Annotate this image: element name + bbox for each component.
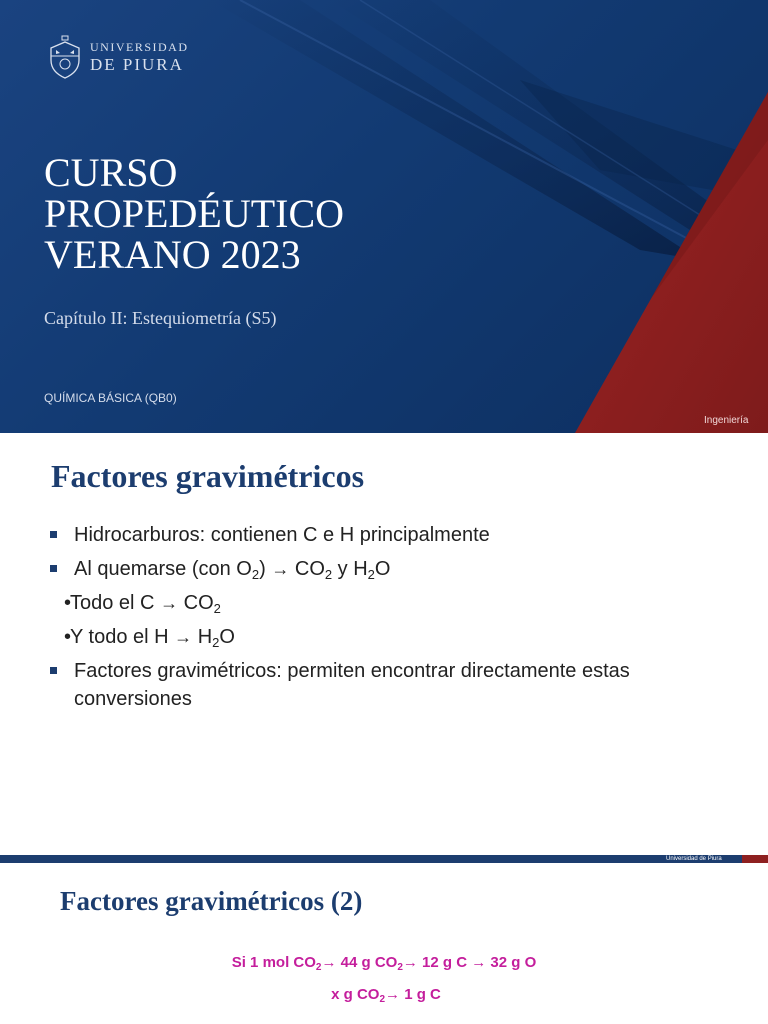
subscript: 2 — [324, 567, 333, 582]
arrow-right-icon: → — [174, 627, 193, 647]
subscript: 2 — [251, 567, 260, 582]
slide-title: Factores gravimétricos — [51, 458, 365, 494]
cover-title-line: VERANO 2023 — [44, 232, 301, 277]
cover-title-line: PROPEDÉUTICO — [44, 191, 345, 236]
subscript: 2 — [213, 601, 221, 616]
equation-text: x g CO — [331, 986, 380, 1003]
sub-bullet-item — [48, 623, 714, 651]
logo-line2: DE PIURA — [90, 55, 184, 74]
subscript: 2 — [315, 962, 322, 973]
equation-line — [2, 986, 768, 1003]
equation-text: → 44 g CO — [321, 954, 398, 971]
bullet-text: Factores gravimétricos: permiten encontrar directamente estas conversiones — [74, 660, 630, 710]
equation-text: → 12 g C → 32 g O — [402, 954, 537, 971]
cover-slide — [0, 0, 768, 433]
sub-bullet-item — [48, 589, 714, 617]
bullet-text: ) — [259, 558, 272, 580]
faculty-tag: Ingeniería — [704, 415, 749, 426]
bullet-item — [48, 657, 714, 713]
bullet-item — [48, 555, 714, 583]
subscript: 2 — [379, 994, 386, 1005]
separator-label: Universidad de Piura — [666, 856, 722, 862]
bullet-list — [48, 521, 714, 713]
course-code: QUÍMICA BÁSICA (QB0) — [44, 391, 177, 405]
cover-subtitle: Capítulo II: Estequiometría (S5) — [44, 308, 277, 328]
university-crest-icon — [48, 34, 82, 80]
slide-separator-bar — [0, 855, 768, 863]
arrow-right-icon: → — [271, 559, 290, 579]
bullet-text: Al quemarse (con O — [74, 558, 252, 580]
bullet-text: CO — [178, 592, 214, 614]
bullet-item — [48, 521, 714, 549]
content-slide — [0, 433, 768, 853]
arrow-right-icon: → — [160, 593, 179, 613]
cover-title-line: CURSO — [44, 150, 178, 195]
bullet-text: O — [374, 558, 391, 580]
slide-title-2: Factores gravimétricos (2) — [60, 886, 363, 916]
bullet-text: y H — [332, 558, 368, 580]
university-logo — [48, 34, 189, 80]
equation-line — [0, 954, 768, 971]
logo-line1: UNIVERSIDAD — [90, 40, 189, 54]
subscript: 2 — [397, 962, 403, 973]
bullet-text: H — [192, 626, 213, 648]
cover-title — [44, 152, 344, 275]
dark-streak — [330, 0, 720, 230]
subscript: 2 — [212, 635, 220, 650]
bullet-text: Hidrocarburos: contienen C e H principalmente — [74, 524, 490, 546]
subscript: 2 — [367, 567, 375, 582]
bullet-text: Y todo el H — [70, 626, 175, 648]
bullet-text: CO — [289, 558, 325, 580]
equation-text: → 1 g C — [385, 986, 441, 1003]
equation-text: Si 1 mol CO — [231, 954, 316, 971]
bullet-text: Todo el C — [70, 592, 161, 614]
separator-accent — [742, 855, 768, 863]
bullet-text: O — [219, 626, 235, 648]
